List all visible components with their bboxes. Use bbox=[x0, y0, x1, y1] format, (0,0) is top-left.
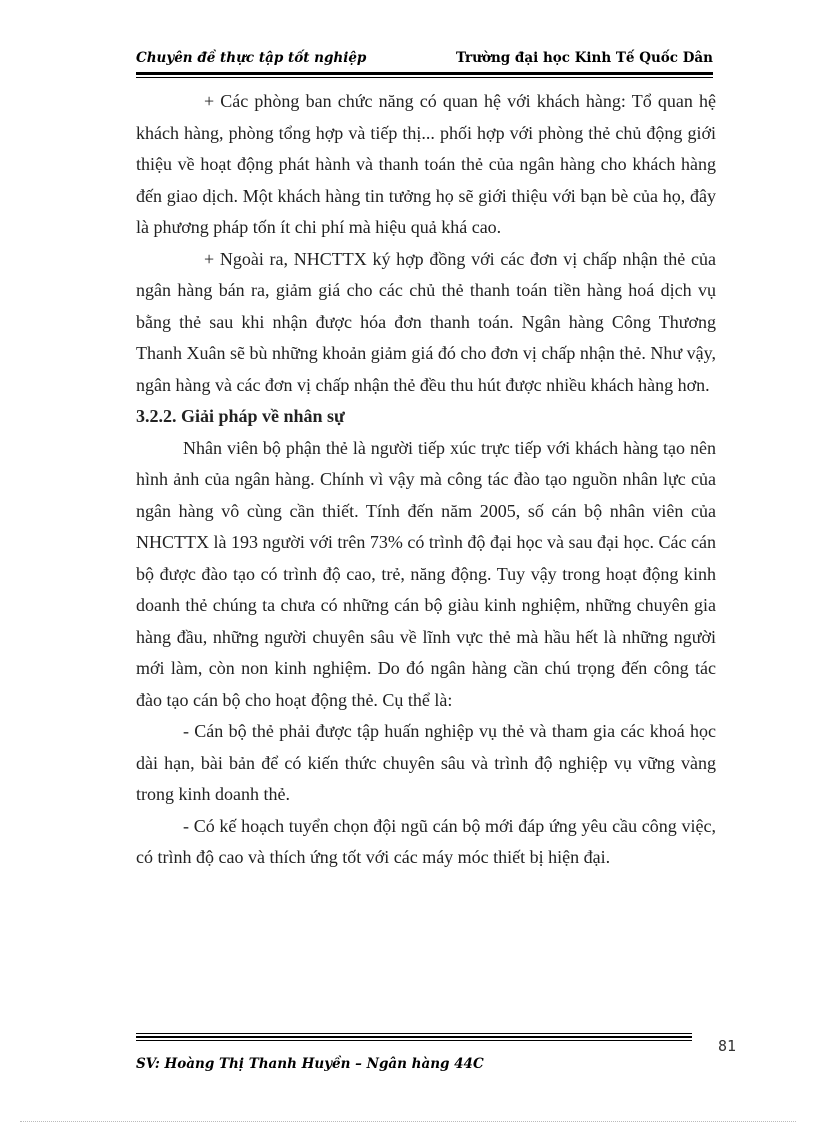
bullet-training: - Cán bộ thẻ phải được tập huấn nghiệp vụ thẻ và tham gia các khoá học dài hạn, bài bản để có kiến thức chuyên sâu và trình độ nghiệp vụ vững vàng trong kinh doanh thẻ. bbox=[136, 721, 716, 804]
footer-author: SV: Hoàng Thị Thanh Huyền – Ngân hàng 44C bbox=[136, 1056, 484, 1072]
page-header bbox=[136, 46, 713, 74]
header-left-title: Chuyên đề thực tập tốt nghiệp bbox=[136, 50, 367, 66]
footer-rule bbox=[136, 1033, 692, 1045]
body-content bbox=[136, 86, 716, 874]
page-number: 81 bbox=[718, 1037, 737, 1055]
header-rule-thick bbox=[136, 72, 713, 75]
paragraph-merchants: + Ngoài ra, NHCTTX ký hợp đồng với các đơn vị chấp nhận thẻ của ngân hàng bán ra, giảm giá cho các chủ thẻ thanh toán tiền hàng hoá dịch vụ bằng thẻ sau khi nhận được hóa đơn thanh toán. Ngân hàng Công Thương Thanh Xuân sẽ bù những khoản giảm giá đó cho đơn vị chấp nhận thẻ. Như vậy, ngân hàng và các đơn vị chấp nhận thẻ đều thu hút được nhiều khách hàng hơn. bbox=[136, 248, 716, 395]
header-right-title: Trường đại học Kinh Tế Quốc Dân bbox=[455, 50, 713, 66]
paragraph-personnel: Nhân viên bộ phận thẻ là người tiếp xúc trực tiếp với khách hàng tạo nên hình ảnh của ngân hàng. Chính vì vậy mà công tác đào tạo nguồn nhân lực của ngân hàng vô cùng cần thiết. Tính đến năm 2005, số cán bộ nhân viên của NHCTTX là 193 người với trên 73% có trình độ đại học và sau đại học. Các cán bộ được đào tạo có trình độ cao, trẻ, năng động. Tuy vậy trong hoạt động kinh doanh thẻ chúng ta chưa có những cán bộ giàu kinh nghiệm, những chuyên gia hàng đầu, những người chuyên sâu về lĩnh vực thẻ mà hầu hết là những người mới làm, còn non kinh nghiệm. Do đó ngân hàng cần chú trọng đến công tác đào tạo cán bộ cho hoạt động thẻ. Cụ thể là: bbox=[136, 437, 716, 710]
section-heading: 3.2.2. Giải pháp về nhân sự bbox=[136, 406, 345, 426]
header-rule-thin bbox=[136, 77, 713, 78]
bullet-recruitment: - Có kế hoạch tuyển chọn đội ngũ cán bộ mới đáp ứng yêu cầu công việc, có trình độ cao và thích ứng tốt với các máy móc thiết bị hiện đại. bbox=[136, 815, 716, 867]
page-bottom-divider bbox=[20, 1121, 796, 1122]
paragraph-departments: + Các phòng ban chức năng có quan hệ với khách hàng: Tổ quan hệ khách hàng, phòng tổng hợp và tiếp thị... phối hợp với phòng thẻ chủ động giới thiệu về hoạt động phát hành và thanh toán thẻ của ngân hàng cho khách hàng đến giao dịch. Một khách hàng tin tưởng họ sẽ giới thiệu với bạn bè của họ, đây là phương pháp tốn ít chi phí mà hiệu quả khá cao. bbox=[136, 91, 716, 237]
